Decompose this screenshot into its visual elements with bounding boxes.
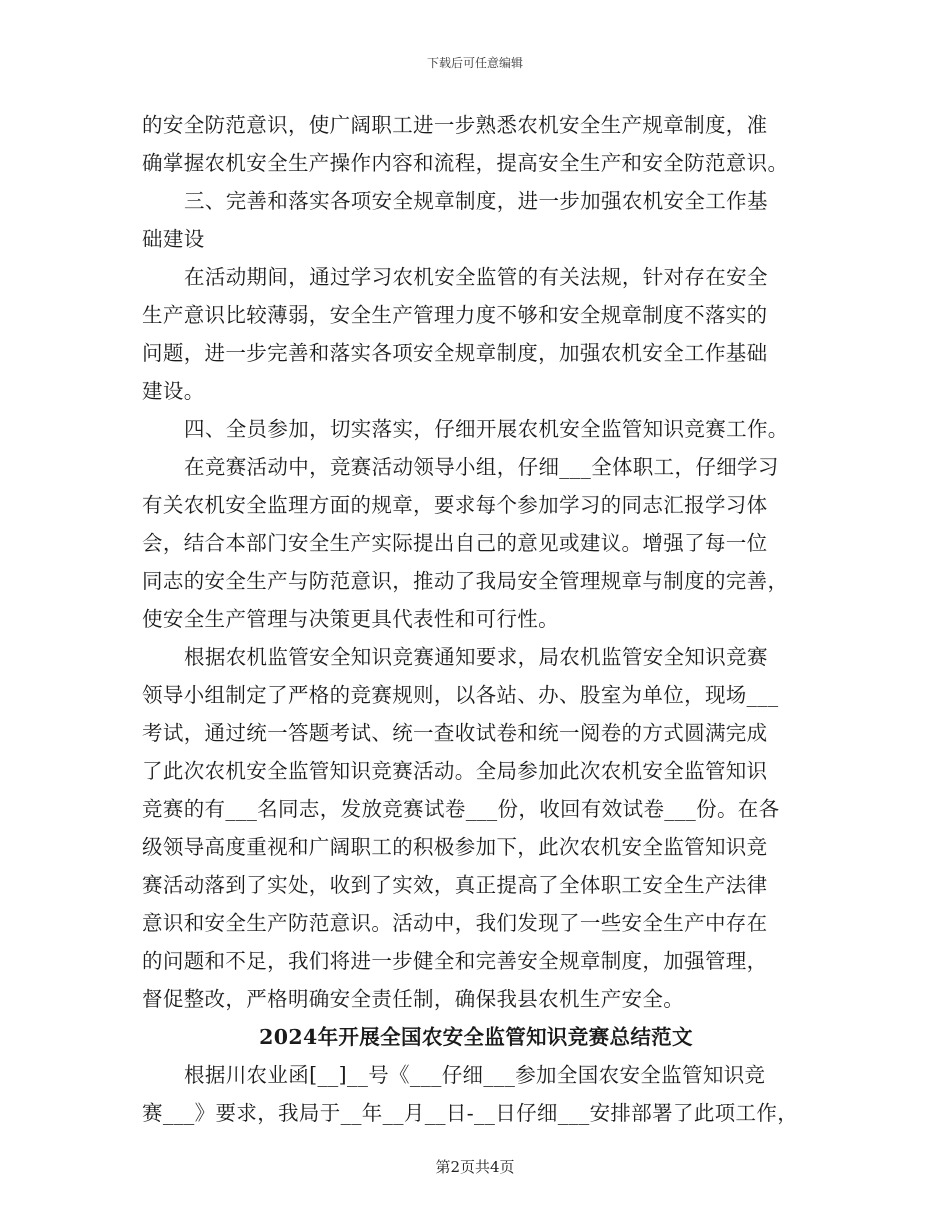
text-line: 竞赛的有___名同志，发放竞赛试卷___份，收回有效试卷___份。在各 xyxy=(142,797,780,821)
text-line: 建设。 xyxy=(142,379,205,403)
page-header: 下载后可任意编辑 xyxy=(426,56,523,70)
text-line: 础建设 xyxy=(142,227,205,251)
section-title: 2024年开展全国农安全监管知识竞赛总结范文 xyxy=(259,1025,693,1049)
paragraph-block-after-title xyxy=(142,1056,810,1132)
text-line: 问题，进一步完善和落实各项安全规章制度，加强农机安全工作基础 xyxy=(142,341,768,365)
text-line: 级领导高度重视和广阔职工的积极参加下，此次农机安全监管知识竞 xyxy=(142,835,768,859)
text-line: 根据川农业函[__]__号《___仔细___参加全国农安全监管知识竞 xyxy=(184,1063,766,1087)
text-line: 根据农机监管安全知识竞赛通知要求，局农机监管安全知识竞赛 xyxy=(184,645,768,669)
text-line: 赛___》要求，我局于__年__月__日-__日仔细___安排部署了此项工作， xyxy=(142,1101,799,1125)
text-line: 的问题和不足，我们将进一步健全和完善安全规章制度，加强管理， xyxy=(142,949,768,973)
text-line: 在活动期间，通过学习农机安全监管的有关法规，针对存在安全 xyxy=(184,265,768,289)
text-line: 同志的安全生产与防范意识，推动了我局安全管理规章与制度的完善， xyxy=(142,569,789,593)
text-line: 考试，通过统一答题考试、统一查收试卷和统一阅卷的方式圆满完成 xyxy=(142,721,768,745)
text-line: 使安全生产管理与决策更具代表性和可行性。 xyxy=(142,607,559,631)
page-footer: 第2页共4页 xyxy=(435,1158,515,1176)
paragraph-block xyxy=(142,106,810,1018)
text-line: 督促整改，严格明确安全责任制，确保我县农机生产安全。 xyxy=(142,987,685,1011)
document-body xyxy=(142,106,810,1132)
text-line: 赛活动落到了实处，收到了实效，真正提高了全体职工安全生产法律 xyxy=(142,873,768,897)
text-line: 的安全防范意识，使广阔职工进一步熟悉农机安全生产规章制度，准 xyxy=(142,113,768,137)
text-line: 有关农机安全监理方面的规章，要求每个参加学习的同志汇报学习体 xyxy=(142,493,768,517)
text-line: 三、完善和落实各项安全规章制度，进一步加强农机安全工作基 xyxy=(184,189,768,213)
text-line: 领导小组制定了严格的竞赛规则，以各站、办、股室为单位，现场___ xyxy=(142,683,779,707)
text-line: 意识和安全生产防范意识。活动中，我们发现了一些安全生产中存在 xyxy=(142,911,768,935)
text-line: 在竞赛活动中，竞赛活动领导小组，仔细___全体职工，仔细学习 xyxy=(184,455,779,479)
text-line: 四、全员参加，切实落实，仔细开展农机安全监管知识竞赛工作。 xyxy=(184,417,789,441)
text-line: 确掌握农机安全生产操作内容和流程，提高安全生产和安全防范意识。 xyxy=(142,151,789,175)
text-line: 生产意识比较薄弱，安全生产管理力度不够和安全规章制度不落实的 xyxy=(142,303,768,327)
text-line: 了此次农机安全监管知识竞赛活动。全局参加此次农机安全监管知识 xyxy=(142,759,768,783)
text-line: 会，结合本部门安全生产实际提出自己的意见或建议。增强了每一位 xyxy=(142,531,768,555)
